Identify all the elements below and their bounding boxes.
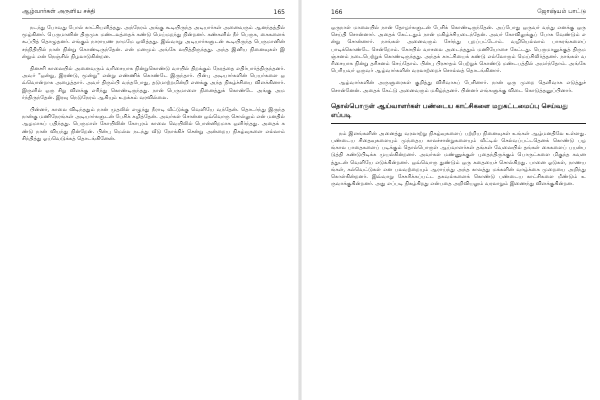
left-paragraph-2: தினசரி காலையில் அனைவரும் வரிசையாக நின்றுகொண்டு வாயில் திறக்கும் நேரத்தை எதிர்பார்த்திருந்தனர். அவர் "ஒன்று, இரண்டு, மூன்று" என்று எண்ணிக் கொண்டே இருந்தார். பின்பு அடியார்களின் பெயர்களை ஒவ்வொன்றாக அழைத்தார். அவர் திரும்பி வந்தபோது, தடுமாற்றமின்றி எனக்கு அந்த நிகழ்ச்சியை விளக்கினார். இருளில் ஒரு சிறு விளக்கு எரிந்து கொண்டிருந்தது. நான் பெருமாளை நினைத்துக் கொண்டே அங்கு அமர்ந்திருந்தேன். இரவு நெடுநேரம் ஆகியும் உறக்கம் வரவில்லை.	[22, 66, 285, 101]
right-paragraph-1: ஒருநாள் மாலையில் நான் தோழர்களுடன் பேசிக் கொண்டிருந்தேன். அப்போது ஒருவர் வந்து எனக்கு ஒரு செய்தி சொன்னார். அதைக் கேட்டதும் நான் மகிழ்ச்சியடைந்தேன். அவர் கோவிலுக்குப் போக வேண்டும் என்று சொன்னார். நாங்கள் அனைவரும் சேர்ந்து புறப்பட்டோம். வழியெல்லாம் பாசுரங்களைப் பாடிக்கொண்டே சென்றோம். கோயில் வாசலை அடைந்ததும் மணியோசை கேட்டது. பெருமானுக்குத் திருமஞ்சனம் நடைபெற்றுக் கொண்டிருந்தது. அந்தக் காட்சியைக் கண்டு எல்லோரும் மெய்சிலிர்த்தனர். நாங்கள் வரிசையாக நின்று தரிசனம் செய்தோம். பின்பு பிரசாதம் பெற்றுக் கொண்டு மண்டபத்தில் அமர்ந்தோம். அங்கே பெரியவர் ஒருவர் ஆழ்வார்களின் வரலாற்றைச் சொல்லத் தொடங்கினார்.	[331, 25, 586, 75]
right-paragraph-2: ஆழ்வார்களின் அருளுரைகள் குறித்து விரிவாகப் பேசினார். நான் ஒரு முறை தெளிவாக எடுத்துச் சொன்னேன். அதைக் கேட்டு அனைவரும் மகிழ்ந்தனர். பின்னர் எங்களுக்கு விடை கொடுத்தனுப்பினார்.	[331, 80, 586, 94]
section-heading: தொல்பொருள் ஆய்வாளர்கள் பண்டைய காட்சிகளை மறுகட்டமைப்பு செய்வது எப்படி	[331, 101, 568, 119]
left-paragraph-1: நடந்து போவது போல் காட்சியளித்தது. அந்நேரம் அங்கு கூடியிருந்த அடியார்கள் அனைவரும் ஆனந்தத்தில் மூழ்கினர். பெருமானின் திருமுக மண்டலத்தைக் கண்டு மெய்மறந்து நின்றனர். கண்களில் நீர் பெருக, கைகளைக் கூப்பித் தொழுதனர். எங்கும் நாராயண நாமமே ஒலித்தது. இவ்வாறு அடியார்களுடன் கூடியிருந்த பெருமானின் சந்நிதியில் நான் நின்று கொண்டிருந்தேன். என் மனமும் அங்கே லயித்திருந்தது. அந்த இனிய நினைவுகள் இன்றும் என் நெஞ்சில் நிழலாடுகின்றன.	[22, 25, 285, 60]
right-page-number: 166	[331, 8, 343, 16]
right-page	[305, 0, 600, 400]
right-paragraph-3: நம் இளங்களின் அனைத்து வரலாற்று நிகழ்வுகளைப் பற்றிய நினைவுகள் உங்கள் ஆழ்மனதிலே உள்ளது. பண்டைய சிதைவுகளையும் முந்தைய காலச்சான்றுகளையும் வீட்டில் செல்வப்பட்டதெனக் கொண்டு பழங்கால பாதைகளைப் படிக்கும் தொல்பொருள் ஆய்வாளர்கள் தங்கள் வேலையில் தங்கள் கைகளைப் பயன்படுத்தி கண்டுபிடிக்க முயல்கின்றனர். அவர்கள் மண்ணுக்குள் புதைந்திருக்கும் பொருட்களை மிகுந்த கவனத்துடன் வெளியே எடுக்கின்றனர். ஒவ்வொரு துண்டும் ஒரு கதையைச் சொல்கிறது. பானை ஓடுகள், நாணயங்கள், கல்வெட்டுகள் என பலவற்றையும் ஆராய்ந்து அந்த காலத்து மக்களின் வாழ்க்கை முறையை அறிந்து கொள்கின்றனர். இவ்வாறு சேகரிக்கப்பட்ட தகவல்களைக் கொண்டு பண்டைய காட்சிகளை மீண்டும் உருவாக்குகின்றனர். அது எப்படி நிகழ்கிறது என்பதை அறிவியலும் வரலாறும் இணைந்து விளக்குகின்றன.	[331, 130, 586, 188]
book-gutter	[298, 0, 302, 400]
left-page	[0, 0, 295, 400]
left-running-head	[22, 6, 285, 19]
left-page-number: 165	[273, 8, 285, 16]
left-header-title: ஆழ்வார்கள் அருளிய சக்தி	[22, 8, 96, 15]
left-paragraph-3: பின்னர், காலை விடிந்ததும் நான் முதலில் எழுந்து நீராடி வீட்டுக்கு வெளியே வந்தேன். தொடர்ந்து இருந்த நான்கு மணிநேரங்கள் அடியார்களுடன் பேசிக் கழித்தேன். அவர்கள் சொன்ன ஒவ்வொரு சொல்லும் என் மனதில் ஆழமாகப் பதிந்தது. பெருமாள் கோயிலின் கோபுரம் காலை வெயிலில் பொன்னிறமாக ஒளிர்ந்தது. அதைக் கண்டு நான் வியந்து நின்றேன். பின்பு மெல்ல நடந்து வீடு நோக்கிச் சென்று அன்றைய நிகழ்வுகளை எல்லாம் சிந்தித்து ஓய்வெடுக்கத் தொடங்கினேன்.	[22, 107, 285, 142]
right-header-title: ஜோஷ்யம் பாட்டு	[537, 8, 586, 15]
section-rule	[331, 123, 586, 124]
right-running-head	[331, 6, 586, 19]
